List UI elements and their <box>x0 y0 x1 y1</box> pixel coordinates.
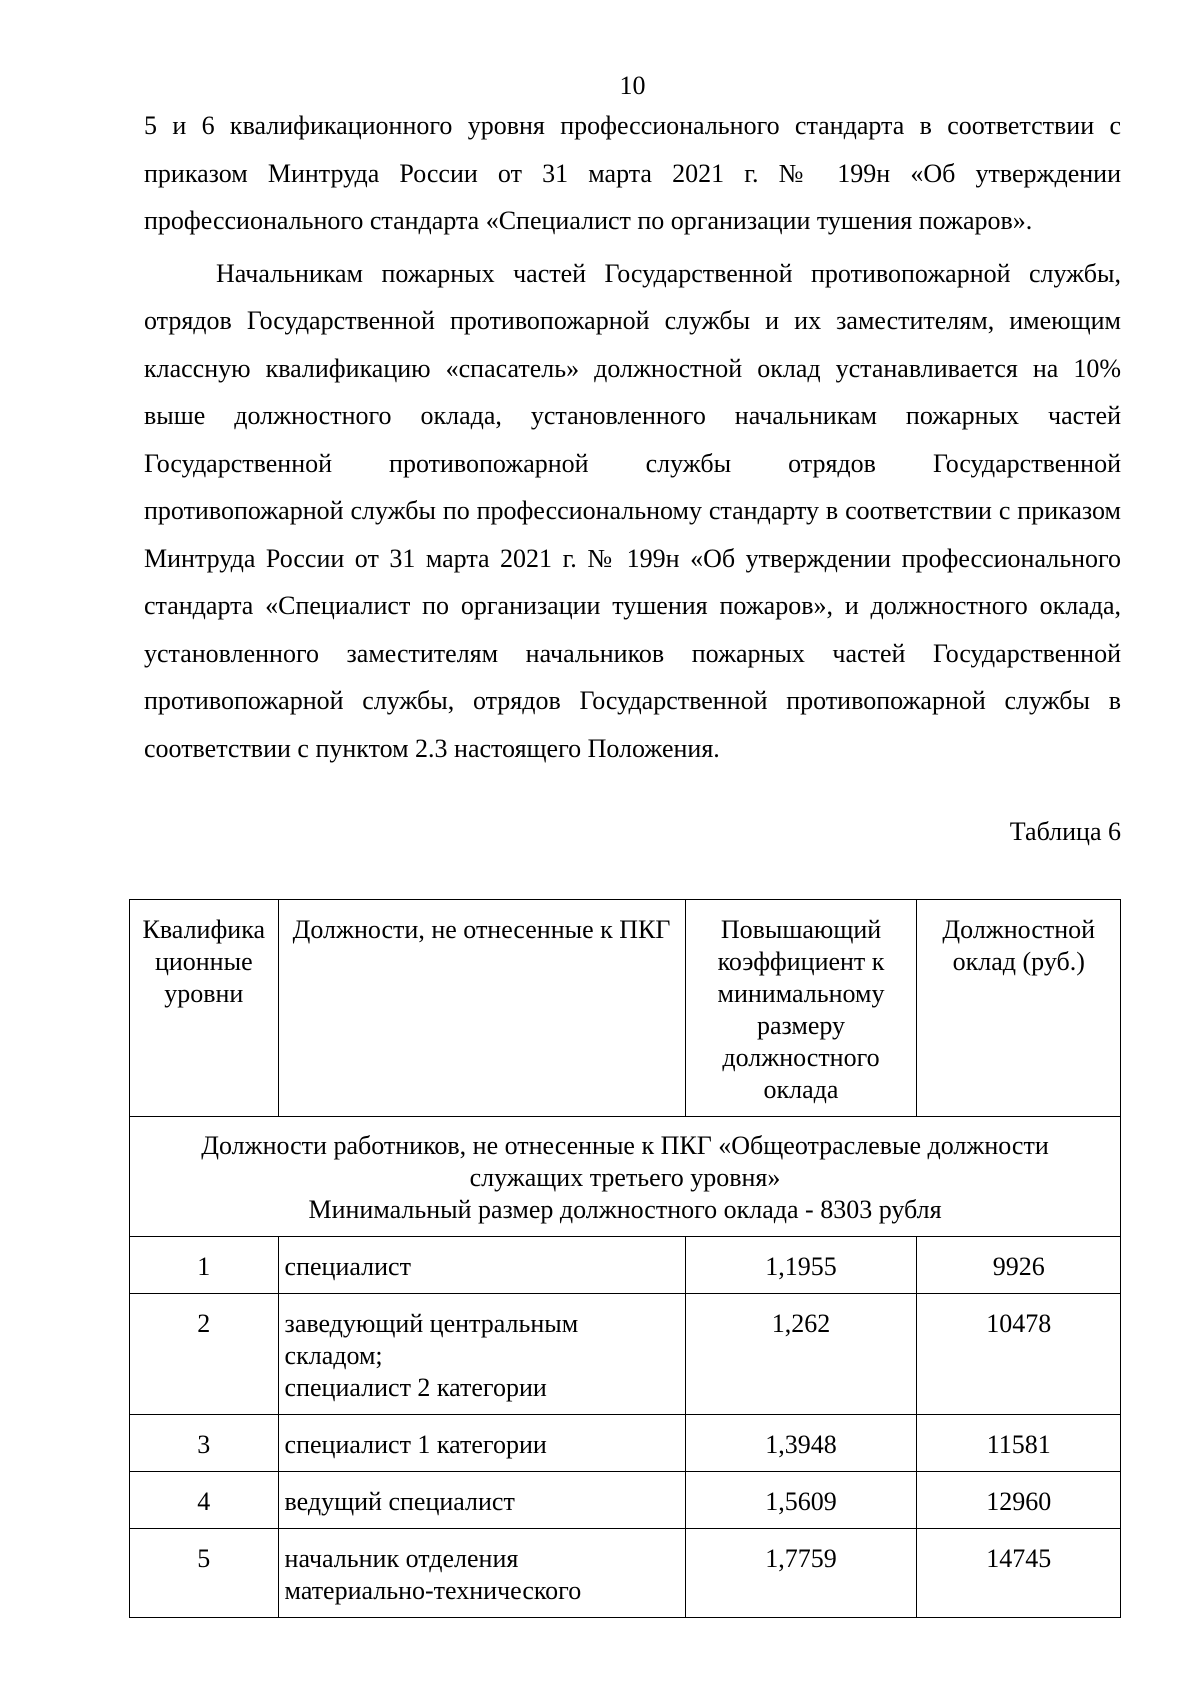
cell-coefficient: 1,3948 <box>685 1415 917 1472</box>
table-row <box>130 1294 1121 1415</box>
table-row <box>130 1415 1121 1472</box>
page-number: 10 <box>619 71 646 100</box>
cell-level: 5 <box>130 1529 279 1618</box>
cell-level: 3 <box>130 1415 279 1472</box>
position-line: заведующий центральным <box>284 1309 579 1338</box>
cell-salary: 14745 <box>917 1529 1121 1618</box>
table-row <box>130 1529 1121 1618</box>
cell-salary: 10478 <box>917 1294 1121 1415</box>
group-min-salary: Минимальный размер должностного оклада - 8303 рубля <box>308 1195 942 1224</box>
cell-position <box>278 1529 685 1618</box>
position-line: материально-технического <box>284 1576 582 1605</box>
group-title-line: Должности работников, не отнесенные к ПКГ «Общеотраслевые должности <box>201 1131 1049 1160</box>
header-qualification-levels: Квалифика ционные уровни <box>130 900 279 1117</box>
position-line: ведущий специалист <box>284 1487 515 1516</box>
cell-position <box>278 1415 685 1472</box>
table-caption: Таблица 6 <box>1009 817 1121 846</box>
cell-salary: 12960 <box>917 1472 1121 1529</box>
group-heading <box>130 1117 1121 1237</box>
body-text <box>144 102 1121 772</box>
header-positions: Должности, не отнесенные к ПКГ <box>278 900 685 1117</box>
position-line: специалист <box>284 1252 411 1281</box>
paragraph: Начальникам пожарных частей Государственной противопожарной службы, отрядов Государственной противопожарной службы и их заместителям, имеющим классную квалификацию «спасатель» должностной оклад устанавливается на 10% выше должностного оклада, установленного начальникам пожарных частей Государственной противопожарной службы отрядов Государственной противопожарной службы по профессиональному стандарту в соответствии с приказом Минтруда России от 31 марта 2021 г. № 199н «Об утверждении профессионального стандарта «Специалист по организации тушения пожаров», и должностного оклада, установленного заместителям начальников пожарных частей Государственной противопожарной службы, отрядов Государственной противопожарной службы в соответствии с пунктом 2.3 настоящего Положения. <box>144 258 1121 763</box>
group-title-line: служащих третьего уровня» <box>469 1163 781 1192</box>
header-coefficient: Повышающий коэффициент к минимальному размеру должностного оклада <box>685 900 917 1117</box>
cell-position <box>278 1237 685 1294</box>
cell-coefficient: 1,7759 <box>685 1529 917 1618</box>
table-row <box>130 1472 1121 1529</box>
position-line: специалист 2 категории <box>284 1373 547 1402</box>
table-header-row <box>130 900 1121 1117</box>
cell-coefficient: 1,262 <box>685 1294 917 1415</box>
cell-coefficient: 1,1955 <box>685 1237 917 1294</box>
salary-table <box>129 899 1121 1618</box>
position-line: складом; <box>284 1341 383 1370</box>
cell-level: 4 <box>130 1472 279 1529</box>
cell-level: 2 <box>130 1294 279 1415</box>
cell-level: 1 <box>130 1237 279 1294</box>
table-row <box>130 1237 1121 1294</box>
position-line: специалист 1 категории <box>284 1430 547 1459</box>
header-salary: Должностной оклад (руб.) <box>917 900 1121 1117</box>
cell-salary: 11581 <box>917 1415 1121 1472</box>
paragraph: 5 и 6 квалификационного уровня профессионального стандарта в соответствии с приказом Минтруда России от 31 марта 2021 г. № 199н «Об утверждении профессионального стандарта «Специалист по организации тушения пожаров». <box>144 111 1121 235</box>
cell-position <box>278 1294 685 1415</box>
position-line: начальник отделения <box>284 1544 519 1573</box>
cell-salary: 9926 <box>917 1237 1121 1294</box>
cell-position <box>278 1472 685 1529</box>
table-group-row <box>130 1117 1121 1237</box>
cell-coefficient: 1,5609 <box>685 1472 917 1529</box>
